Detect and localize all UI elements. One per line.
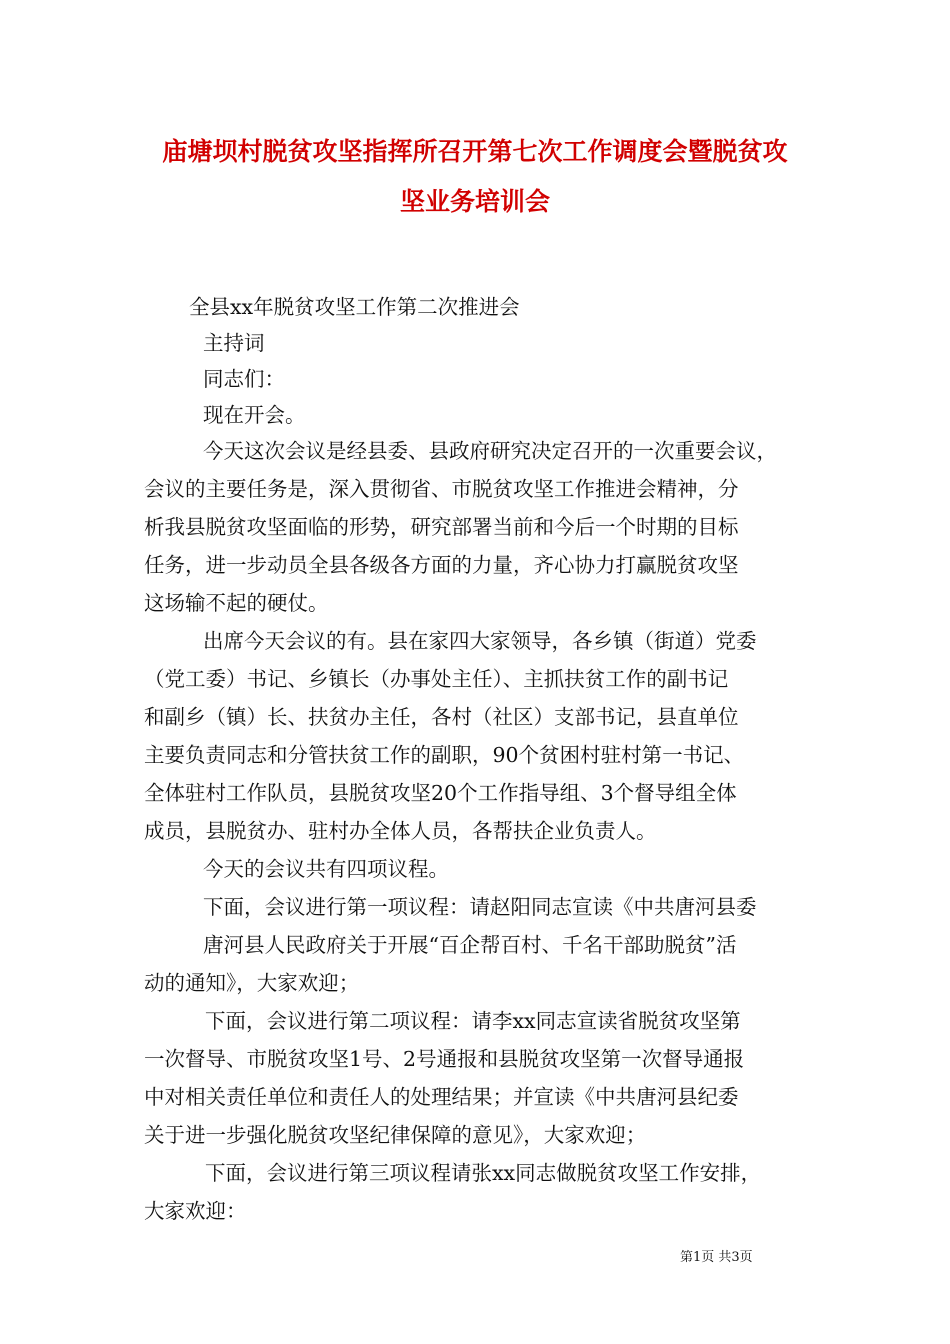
paragraph-line: 下面，会议进行第三项议程请张xx同志做脱贫攻坚工作安排， [205, 1161, 762, 1185]
paragraph-line: 下面，会议进行第二项议程：请李xx同志宣读省脱贫攻坚第 [205, 1009, 741, 1033]
paragraph-line: 全体驻村工作队员，县脱贫攻坚20个工作指导组、3个督导组全体 [144, 781, 737, 805]
paragraph-line: 析我县脱贫攻坚面临的形势，研究部署当前和今后一个时期的目标 [144, 515, 739, 539]
paragraph-line: 下面，会议进行第一项议程：请赵阳同志宣读《中共唐河县委 [203, 895, 757, 919]
paragraph-line: 任务，进一步动员全县各级各方面的力量，齐心协力打赢脱贫攻坚 [144, 553, 739, 577]
paragraph-line: 这场输不起的硬仗。 [144, 591, 329, 615]
paragraph-line: （党工委）书记、乡镇长（办事处主任）、主抓扶贫工作的副书记 [144, 667, 729, 691]
paragraph-line: 现在开会。 [203, 403, 306, 427]
paragraph-line: 动的通知》，大家欢迎； [144, 971, 360, 995]
document-title-line-2: 坚业务培训会 [399, 187, 550, 216]
paragraph-line: 一次督导、市脱贫攻坚1号、2号通报和县脱贫攻坚第一次督导通报 [144, 1047, 745, 1071]
paragraph-line: 成员，县脱贫办、驻村办全体人员，各帮扶企业负责人。 [144, 819, 657, 843]
paragraph-line: 同志们： [203, 367, 285, 391]
page-number-footer: 第1页 共3页 [680, 1250, 753, 1265]
paragraph-line: 出席今天会议的有。县在家四大家领导，各乡镇（街道）党委 [203, 629, 757, 653]
paragraph-line: 主要负责同志和分管扶贫工作的副职，90个贫困村驻村第一书记、 [144, 743, 745, 767]
paragraph-line: 中对相关责任单位和责任人的处理结果；并宣读《中共唐河县纪委 [144, 1085, 739, 1109]
paragraph-line: 和副乡（镇）长、扶贫办主任，各村（社区）支部书记，县直单位 [144, 705, 739, 729]
paragraph-line: 主持词 [203, 331, 265, 355]
paragraph-line: 关于进一步强化脱贫攻坚纪律保障的意见》，大家欢迎； [144, 1123, 647, 1147]
paragraph-line: 大家欢迎： [144, 1199, 247, 1223]
paragraph-line: 今天的会议共有四项议程。 [203, 857, 449, 881]
paragraph-line: 会议的主要任务是，深入贯彻省、市脱贫攻坚工作推进会精神，分 [144, 477, 739, 501]
paragraph-line: 今天这次会议是经县委、县政府研究决定召开的一次重要会议， [203, 439, 777, 463]
paragraph-line: 唐河县人民政府关于开展“百企帮百村、千名干部助脱贫”活 [203, 933, 737, 957]
document-title-line-1: 庙塘坝村脱贫攻坚指挥所召开第七次工作调度会暨脱贫攻 [162, 137, 788, 166]
meeting-name: 全县xx年脱贫攻坚工作第二次推进会 [189, 295, 520, 319]
